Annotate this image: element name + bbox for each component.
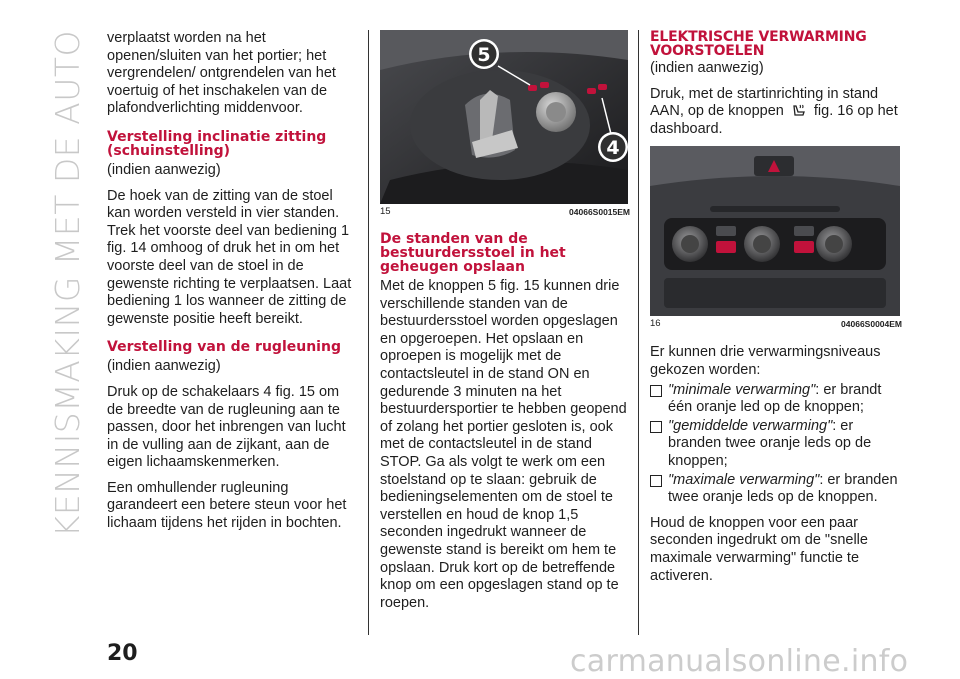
section-body: De hoek van de zitting van de stoel kan worden versteld in vier standen. Trek het voorste deel van bediening 1 fig. 14 omhoog of druk het in om het voorste deel van de stoel in de gewenste richting te verplaatsen. Laat bediening 1 los wanneer de zitting de gewenste positie heeft bereikt. <box>107 187 352 327</box>
section-heading-backrest: Verstelling van de rugleuning <box>107 339 341 356</box>
closing-paragraph: Houd de knoppen voor een paar seconden ingedrukt om de "snelle maximale verwarming" functie te activeren. <box>650 514 868 584</box>
list-item <box>650 472 902 507</box>
callout-4-label: 4 <box>606 137 620 159</box>
seat-heater-icon <box>791 103 807 117</box>
section-condition: (indien aanwezig) <box>107 161 221 178</box>
figure-16-dashboard <box>650 146 900 316</box>
section-heading-memory: De standen van de bestuurdersstoel in het geheugen opslaan <box>380 231 566 275</box>
callout-4 <box>598 132 628 162</box>
level-description: : er branden twee oranje leds op de knoppen. <box>668 471 898 506</box>
levels-intro: Er kunnen drie verwarmingsniveaus gekozen worden: <box>650 344 881 378</box>
figure-code: 04066S0015EM <box>569 207 630 217</box>
section-body <box>650 86 902 139</box>
section-body: Een omhullender rugleuning garandeert een betere steun voor het lichaam tijdens het rijden in bochten. <box>107 479 347 532</box>
figure-number: 16 <box>650 318 661 330</box>
figure-15-caption <box>380 206 630 218</box>
level-term: "minimale verwarming" <box>668 381 816 398</box>
figure-code: 04066S0004EM <box>841 319 902 330</box>
level-description: : er branden twee oranje leds op de knoppen; <box>668 417 872 469</box>
level-description: : er brandt één oranje led op de knoppen; <box>668 381 882 416</box>
page-number: 20 <box>107 641 138 666</box>
level-term: "maximale verwarming" <box>668 471 820 488</box>
list-item <box>650 382 902 417</box>
column-left <box>107 30 357 541</box>
body-text-after-icon: fig. 16 op het dashboard. <box>650 103 898 137</box>
column-divider <box>368 30 369 635</box>
levels-list <box>650 382 902 507</box>
level-term: "gemiddelde verwarming" <box>668 417 833 434</box>
column-right <box>650 30 902 593</box>
side-chapter-title-text: KENNISMAKING MET DE AUTO <box>47 30 87 538</box>
checkbox-bullet-icon <box>650 421 662 433</box>
seat-controls-photo <box>380 30 628 204</box>
dashboard-photo <box>650 146 900 316</box>
section-body: Met de knoppen 5 fig. 15 kunnen drie verschillende standen van de bestuurdersstoel worden opgeslagen en opgeroepen. Het opslaan en oproepen is mogelijk met de contactsleutel in de stand ON en gedurende 3 minuten na het bestuurdersportier te hebben geopend of zolang het portier gesloten is, ook met de contactsleutel in de stand STOP. Ga als volgt te werk om een stoelstand op te slaan: gebruik de bedieningselementen om de stoel te verstellen en houd de knop 1,5 seconden ingedrukt wanneer de gewenste stand is bereikt om hem te opslaan. Druk kort op de betreffende knop om een opgeslagen stand op te roepen. <box>380 278 627 611</box>
checkbox-bullet-icon <box>650 385 662 397</box>
column-divider <box>638 30 639 635</box>
section-heading-seat-heating: ELEKTRISCHE VERWARMING VOORSTOELEN <box>650 29 867 59</box>
watermark: carmanualsonline.info <box>570 644 909 679</box>
callout-5 <box>469 39 499 69</box>
figure-16-caption <box>650 318 902 330</box>
section-body: Druk op de schakelaars 4 fig. 15 om de breedte van de rugleuning aan te passen, door het inbrengen van lucht in de vulling aan de zijkant, aan de eigen lichaamskenmerken. <box>107 383 346 471</box>
body-text-before-icon: Druk, met de startinrichting in stand AAN, op de knoppen <box>650 85 879 120</box>
column-middle <box>380 30 630 620</box>
figure-number: 15 <box>380 206 391 217</box>
list-item <box>650 418 902 471</box>
checkbox-bullet-icon <box>650 475 662 487</box>
side-chapter-title <box>44 30 90 640</box>
intro-paragraph: verplaatst worden na het openen/sluiten van het portier; het vergrendelen/ ontgrendelen van het voertuig of het inschakelen van de plafondverlichting middenvoor. <box>107 30 336 117</box>
section-condition: (indien aanwezig) <box>107 358 221 375</box>
callout-5-label: 5 <box>477 44 491 66</box>
figure-15-seat-controls <box>380 30 628 204</box>
section-condition: (indien aanwezig) <box>650 60 764 76</box>
section-heading-seat-inclination: Verstelling inclinatie zitting (schuinstelling) <box>107 128 327 159</box>
